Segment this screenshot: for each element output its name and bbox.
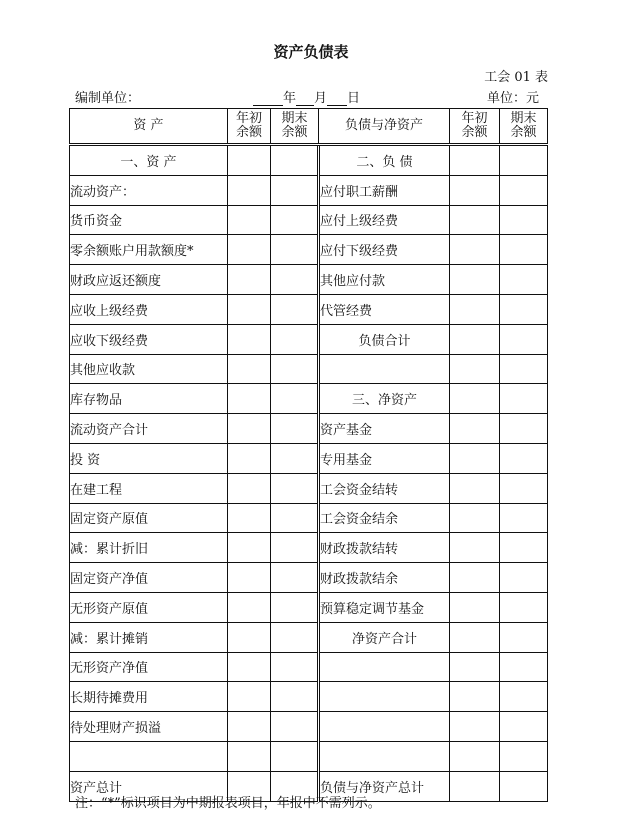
asset-end-balance-cell	[271, 384, 319, 414]
asset-begin-balance-cell	[228, 622, 271, 652]
asset-item: 待处理财产损溢	[70, 712, 228, 742]
liability-end-balance-cell	[500, 294, 548, 324]
liability-end-balance-cell	[500, 563, 548, 593]
day-label: 日	[347, 91, 361, 106]
liability-item	[319, 354, 450, 384]
asset-item: 流动资产：	[70, 175, 228, 205]
liability-item	[319, 652, 450, 682]
asset-item: 零余额账户用款额度*	[70, 235, 228, 265]
asset-begin-balance-cell	[228, 712, 271, 742]
asset-item: 减：累计摊销	[70, 622, 228, 652]
liability-begin-balance-cell	[450, 205, 500, 235]
liability-begin-balance-cell	[450, 682, 500, 712]
currency-unit: 单位：元	[486, 91, 539, 106]
asset-begin-balance-cell	[228, 205, 271, 235]
liability-end-balance-cell	[500, 235, 548, 265]
asset-begin-balance-cell	[228, 503, 271, 533]
year-label: 年	[283, 91, 297, 106]
asset-end-balance-cell	[271, 235, 319, 265]
liability-item	[319, 741, 450, 771]
liability-end-balance-cell	[500, 533, 548, 563]
liability-end-balance-cell	[500, 652, 548, 682]
assets-begin-balance-header: 年初 余额	[228, 109, 271, 145]
asset-begin-balance-cell	[228, 265, 271, 295]
liability-begin-balance-cell	[450, 145, 500, 176]
liability-begin-balance-cell	[450, 265, 500, 295]
asset-begin-balance-cell	[228, 324, 271, 354]
liability-begin-balance-cell	[450, 503, 500, 533]
asset-begin-balance-cell	[228, 235, 271, 265]
liability-item: 专用基金	[319, 443, 450, 473]
liability-begin-balance-cell	[450, 384, 500, 414]
liability-begin-balance-cell	[450, 563, 500, 593]
liability-item: 资产基金	[319, 414, 450, 444]
asset-end-balance-cell	[271, 354, 319, 384]
liability-item: 应付上级经费	[319, 205, 450, 235]
liability-end-balance-cell	[500, 712, 548, 742]
table-row	[70, 354, 548, 384]
asset-item: 流动资产合计	[70, 414, 228, 444]
asset-item: 库存物品	[70, 384, 228, 414]
liability-begin-balance-cell	[450, 354, 500, 384]
liability-end-balance-cell	[500, 741, 548, 771]
asset-end-balance-cell	[271, 503, 319, 533]
report-date	[253, 87, 360, 106]
asset-end-balance-cell	[271, 414, 319, 444]
liability-begin-balance-cell	[450, 175, 500, 205]
liabilities-begin-balance-header: 年初 余额	[450, 109, 500, 145]
table-row	[70, 563, 548, 593]
liability-end-balance-cell	[500, 473, 548, 503]
asset-begin-balance-cell	[228, 592, 271, 622]
asset-begin-balance-cell	[228, 473, 271, 503]
table-row	[70, 533, 548, 563]
asset-begin-balance-cell	[228, 354, 271, 384]
liability-begin-balance-cell	[450, 771, 500, 801]
asset-end-balance-cell	[271, 265, 319, 295]
table-row	[70, 294, 548, 324]
liability-begin-balance-cell	[450, 592, 500, 622]
table-row	[70, 503, 548, 533]
meta-row	[75, 87, 545, 105]
liability-item: 预算稳定调节基金	[319, 592, 450, 622]
liability-begin-balance-cell	[450, 741, 500, 771]
liability-end-balance-cell	[500, 384, 548, 414]
liability-item: 负债与净资产总计	[319, 771, 450, 801]
table-row	[70, 235, 548, 265]
liability-begin-balance-cell	[450, 324, 500, 354]
asset-item: 一、资 产	[70, 145, 228, 176]
liability-item: 工会资金结余	[319, 503, 450, 533]
liability-begin-balance-cell	[450, 622, 500, 652]
liability-end-balance-cell	[500, 414, 548, 444]
footnote: 注：“*”标识项目为中期报表项目，年报中不需列示。	[75, 796, 381, 811]
table-row	[70, 384, 548, 414]
asset-item: 固定资产净值	[70, 563, 228, 593]
asset-item: 在建工程	[70, 473, 228, 503]
liability-item: 代管经费	[319, 294, 450, 324]
month-label: 月	[314, 91, 328, 106]
liability-begin-balance-cell	[450, 414, 500, 444]
year-blank	[253, 92, 283, 106]
liability-end-balance-cell	[500, 324, 548, 354]
liability-end-balance-cell	[500, 205, 548, 235]
liability-end-balance-cell	[500, 145, 548, 176]
table-header-row	[70, 109, 548, 145]
liability-item	[319, 682, 450, 712]
liability-item: 其他应付款	[319, 265, 450, 295]
prepared-by-label: 编制单位：	[75, 91, 141, 106]
assets-end-balance-header: 期末 余额	[271, 109, 319, 145]
table-row	[70, 145, 548, 176]
liability-item: 二、负 债	[319, 145, 450, 176]
table-row	[70, 682, 548, 712]
asset-end-balance-cell	[271, 682, 319, 712]
asset-begin-balance-cell	[228, 384, 271, 414]
liability-end-balance-cell	[500, 682, 548, 712]
liability-begin-balance-cell	[450, 294, 500, 324]
liability-end-balance-cell	[500, 265, 548, 295]
asset-end-balance-cell	[271, 443, 319, 473]
liability-end-balance-cell	[500, 503, 548, 533]
page-title: 资产负债表	[273, 43, 349, 61]
asset-item: 无形资产净值	[70, 652, 228, 682]
asset-end-balance-cell	[271, 592, 319, 622]
liability-end-balance-cell	[500, 354, 548, 384]
asset-begin-balance-cell	[228, 741, 271, 771]
asset-end-balance-cell	[271, 294, 319, 324]
asset-end-balance-cell	[271, 533, 319, 563]
liability-begin-balance-cell	[450, 235, 500, 265]
liability-item	[319, 712, 450, 742]
liability-begin-balance-cell	[450, 443, 500, 473]
asset-item: 货币资金	[70, 205, 228, 235]
assets-header: 资 产	[70, 109, 228, 145]
table-row	[70, 175, 548, 205]
asset-begin-balance-cell	[228, 443, 271, 473]
asset-item: 投 资	[70, 443, 228, 473]
liability-item: 三、净资产	[319, 384, 450, 414]
day-blank	[327, 92, 347, 106]
asset-end-balance-cell	[271, 175, 319, 205]
liabilities-end-balance-header: 期末 余额	[500, 109, 548, 145]
liability-item: 净资产合计	[319, 622, 450, 652]
liability-item: 财政拨款结转	[319, 533, 450, 563]
liabilities-header: 负债与净资产	[319, 109, 450, 145]
asset-item: 减：累计折旧	[70, 533, 228, 563]
liability-end-balance-cell	[500, 771, 548, 801]
asset-end-balance-cell	[271, 145, 319, 176]
liability-item: 财政拨款结余	[319, 563, 450, 593]
table-row	[70, 414, 548, 444]
asset-end-balance-cell	[271, 563, 319, 593]
asset-end-balance-cell	[271, 712, 319, 742]
balance-sheet-table	[69, 108, 548, 802]
asset-begin-balance-cell	[228, 682, 271, 712]
table-row	[70, 205, 548, 235]
asset-item: 资产总计	[70, 771, 228, 801]
asset-begin-balance-cell	[228, 563, 271, 593]
month-blank	[296, 92, 314, 106]
asset-begin-balance-cell	[228, 533, 271, 563]
asset-end-balance-cell	[271, 473, 319, 503]
asset-begin-balance-cell	[228, 414, 271, 444]
liability-end-balance-cell	[500, 592, 548, 622]
asset-begin-balance-cell	[228, 175, 271, 205]
table-row	[70, 712, 548, 742]
table-row	[70, 443, 548, 473]
liability-begin-balance-cell	[450, 473, 500, 503]
table-row	[70, 473, 548, 503]
liability-begin-balance-cell	[450, 712, 500, 742]
table-row	[70, 652, 548, 682]
liability-item: 工会资金结转	[319, 473, 450, 503]
table-row	[70, 324, 548, 354]
table-row	[70, 622, 548, 652]
liability-item: 负债合计	[319, 324, 450, 354]
liability-item: 应付下级经费	[319, 235, 450, 265]
liability-begin-balance-cell	[450, 652, 500, 682]
asset-end-balance-cell	[271, 652, 319, 682]
asset-item	[70, 741, 228, 771]
asset-end-balance-cell	[271, 205, 319, 235]
asset-begin-balance-cell	[228, 652, 271, 682]
asset-item: 应收下级经费	[70, 324, 228, 354]
asset-item: 财政应返还额度	[70, 265, 228, 295]
liability-begin-balance-cell	[450, 533, 500, 563]
asset-item: 无形资产原值	[70, 592, 228, 622]
liability-end-balance-cell	[500, 622, 548, 652]
form-number: 工会 01 表	[484, 70, 548, 85]
table-row	[70, 592, 548, 622]
asset-end-balance-cell	[271, 741, 319, 771]
asset-begin-balance-cell	[228, 294, 271, 324]
table-row	[70, 741, 548, 771]
asset-item: 其他应收款	[70, 354, 228, 384]
asset-begin-balance-cell	[228, 145, 271, 176]
asset-item: 长期待摊费用	[70, 682, 228, 712]
liability-end-balance-cell	[500, 175, 548, 205]
asset-end-balance-cell	[271, 324, 319, 354]
asset-end-balance-cell	[271, 622, 319, 652]
asset-item: 应收上级经费	[70, 294, 228, 324]
asset-item: 固定资产原值	[70, 503, 228, 533]
liability-item: 应付职工薪酬	[319, 175, 450, 205]
liability-end-balance-cell	[500, 443, 548, 473]
table-row	[70, 265, 548, 295]
